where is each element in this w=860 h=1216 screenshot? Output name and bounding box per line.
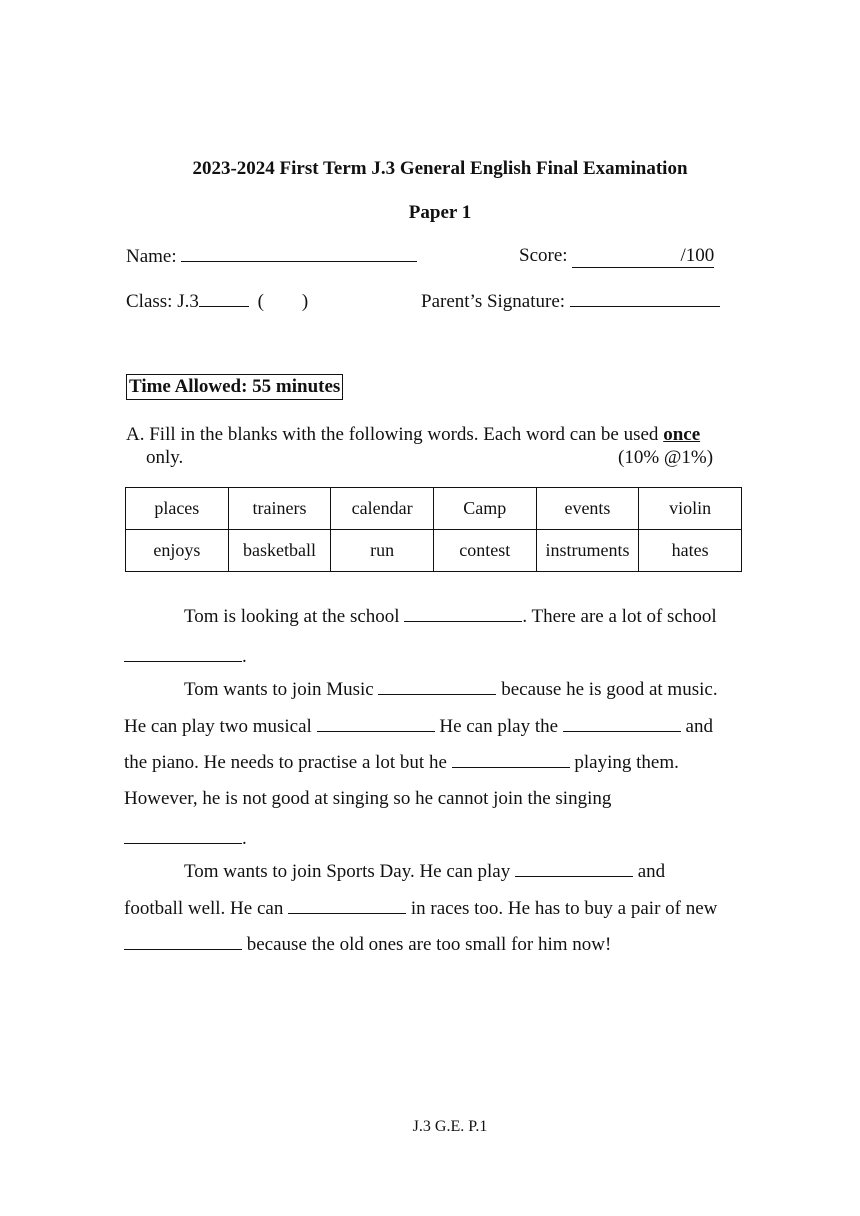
answer-blank-1[interactable] bbox=[404, 607, 522, 622]
name-field bbox=[126, 245, 417, 268]
score-blank bbox=[572, 245, 714, 268]
answer-blank-4[interactable] bbox=[317, 717, 435, 732]
word-cell: calendar bbox=[331, 488, 434, 530]
time-allowed-box: Time Allowed: 55 minutes bbox=[126, 374, 343, 400]
passage-line bbox=[184, 606, 717, 628]
passage-text: However, he is not good at singing so he cannot join the singing bbox=[124, 788, 612, 809]
class-blank bbox=[199, 290, 249, 307]
passage-line bbox=[124, 646, 247, 668]
passage-line bbox=[124, 716, 713, 738]
class-field bbox=[126, 290, 308, 313]
passage-text: . bbox=[242, 828, 247, 849]
passage-line bbox=[184, 679, 718, 701]
signature-label: Parent’s Signature: bbox=[421, 291, 566, 312]
word-cell: contest bbox=[433, 530, 536, 572]
passage-line bbox=[124, 898, 717, 920]
word-cell: instruments bbox=[536, 530, 639, 572]
word-bank-table bbox=[125, 487, 742, 572]
answer-blank-5[interactable] bbox=[563, 717, 681, 732]
score-total: /100 bbox=[680, 245, 715, 266]
word-cell: violin bbox=[639, 488, 742, 530]
word-cell: enjoys bbox=[126, 530, 229, 572]
passage-line bbox=[184, 861, 665, 883]
answer-blank-2[interactable] bbox=[124, 647, 242, 662]
passage-text: because the old ones are too small for him now! bbox=[246, 934, 612, 955]
passage-text: and bbox=[685, 716, 713, 737]
answer-blank-6[interactable] bbox=[452, 753, 570, 768]
passage-text: football well. He can bbox=[124, 898, 284, 919]
word-bank-row bbox=[126, 488, 742, 530]
word-cell: events bbox=[536, 488, 639, 530]
instruction-emphasis: once bbox=[663, 424, 701, 445]
signature-field bbox=[421, 290, 720, 313]
passage-text: the piano. He needs to practise a lot but he bbox=[124, 752, 447, 773]
answer-blank-10[interactable] bbox=[124, 935, 242, 950]
passage-text: . There are a lot of school bbox=[522, 606, 717, 627]
word-cell: trainers bbox=[228, 488, 331, 530]
passage-text: He can play the bbox=[439, 716, 559, 737]
passage-text: . bbox=[242, 646, 247, 667]
passage-line bbox=[124, 828, 247, 850]
exam-title: 2023-2024 First Term J.3 General English Final Examination bbox=[192, 158, 688, 179]
section-a-instruction bbox=[126, 424, 700, 446]
passage-text: Tom is looking at the school bbox=[184, 606, 400, 627]
answer-blank-7[interactable] bbox=[124, 829, 242, 844]
score-field bbox=[519, 245, 714, 268]
score-label: Score: bbox=[519, 245, 568, 266]
class-label: Class: J.3 bbox=[126, 291, 199, 312]
word-cell: run bbox=[331, 530, 434, 572]
passage-text: He can play two musical bbox=[124, 716, 312, 737]
page-footer: J.3 G.E. P.1 bbox=[412, 1118, 488, 1135]
passage-text: in races too. He has to buy a pair of new bbox=[410, 898, 718, 919]
passage-line bbox=[124, 788, 611, 810]
passage-line bbox=[124, 752, 679, 774]
class-number-paren: ( ) bbox=[257, 291, 309, 312]
passage-text: Tom wants to join Sports Day. He can play bbox=[184, 861, 511, 882]
answer-blank-3[interactable] bbox=[378, 680, 496, 695]
answer-blank-8[interactable] bbox=[515, 862, 633, 877]
passage-line bbox=[124, 934, 611, 956]
word-cell: basketball bbox=[228, 530, 331, 572]
name-label: Name: bbox=[126, 246, 177, 267]
name-blank bbox=[181, 245, 417, 262]
instruction-continued: only. bbox=[146, 447, 184, 468]
word-bank-row bbox=[126, 530, 742, 572]
passage-text: Tom wants to join Music bbox=[184, 679, 374, 700]
passage-text: playing them. bbox=[574, 752, 679, 773]
answer-blank-9[interactable] bbox=[288, 899, 406, 914]
word-cell: places bbox=[126, 488, 229, 530]
word-cell: hates bbox=[639, 530, 742, 572]
instruction-text: A. Fill in the blanks with the following words. Each word can be used bbox=[126, 424, 664, 445]
passage-text: because he is good at music. bbox=[501, 679, 718, 700]
passage-text: and bbox=[637, 861, 666, 882]
paper-label: Paper 1 bbox=[408, 202, 472, 223]
signature-blank bbox=[570, 290, 720, 307]
word-cell: Camp bbox=[433, 488, 536, 530]
marks-label: (10% @1%) bbox=[618, 447, 714, 468]
